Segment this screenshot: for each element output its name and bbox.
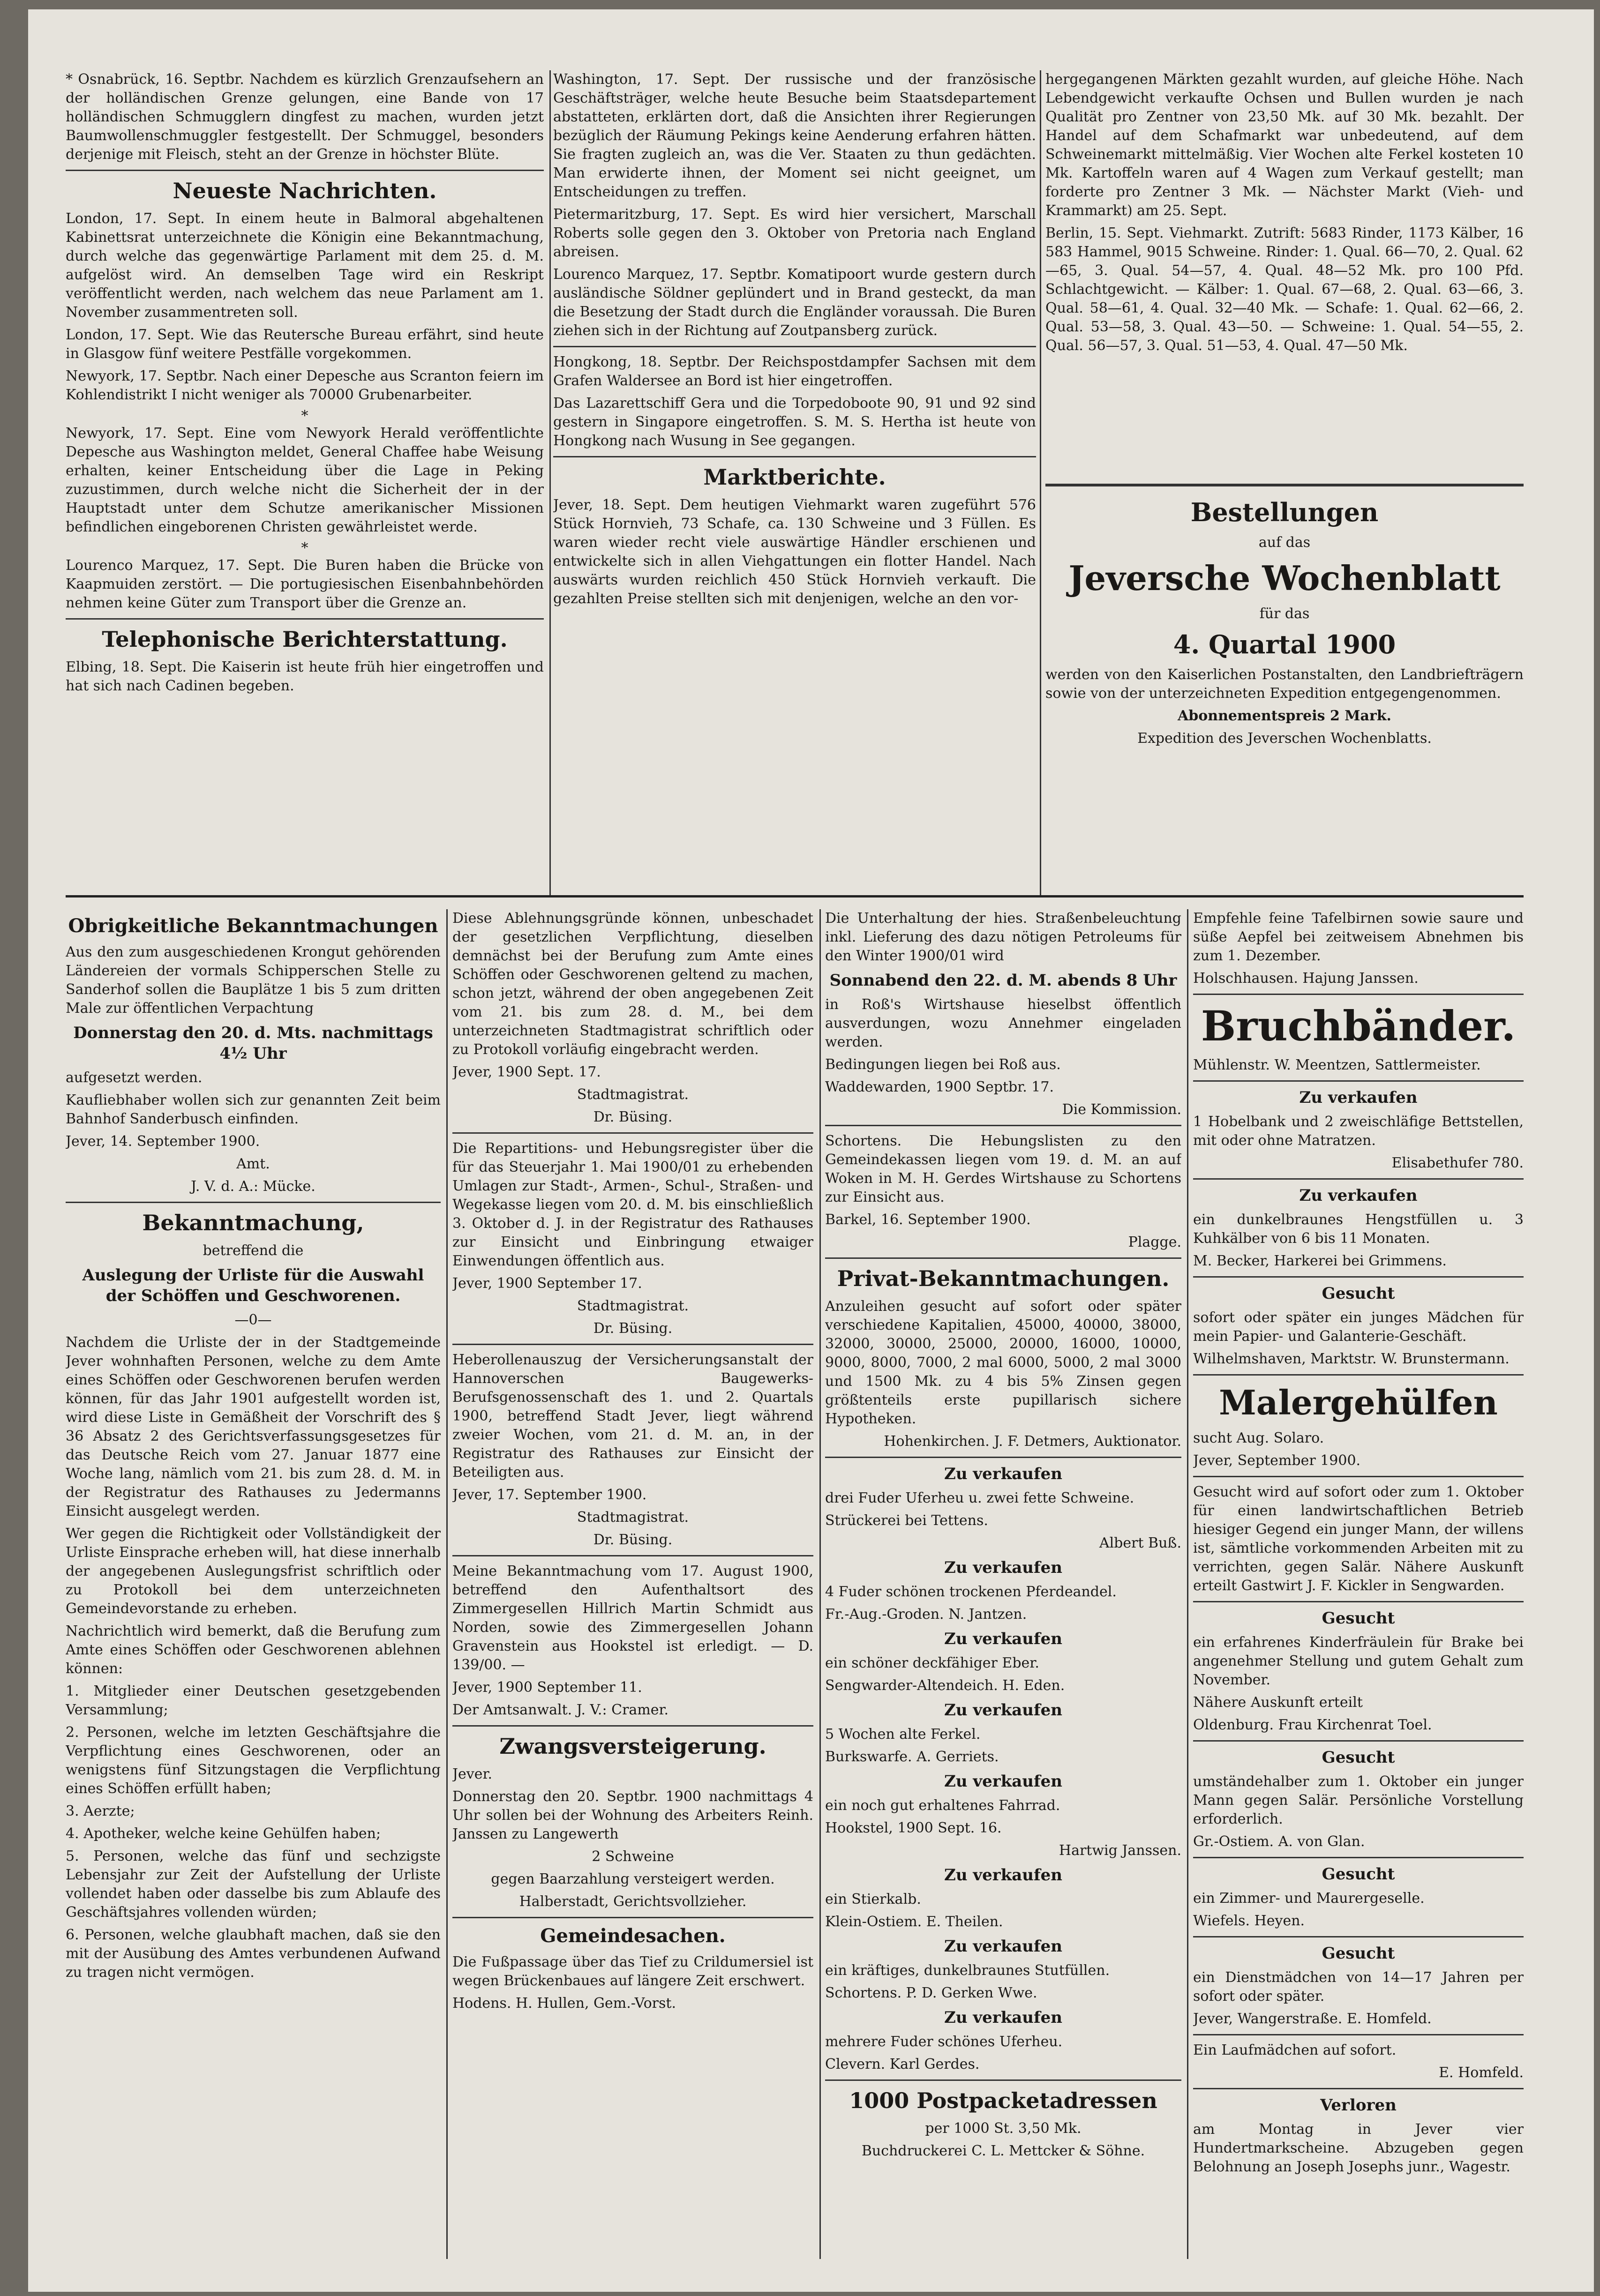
ad-heading: Zu verkaufen bbox=[944, 1937, 1062, 1956]
text-block: Burkswarfe. A. Gerriets. bbox=[825, 1749, 999, 1765]
newspaper-page bbox=[28, 9, 1594, 2292]
centered-text: Stadtmagistrat. bbox=[577, 1086, 689, 1103]
ad-heading: Zu verkaufen bbox=[944, 1465, 1062, 1483]
divider bbox=[1193, 1857, 1524, 1858]
ad-heading: Gesucht bbox=[1322, 1748, 1395, 1767]
separator-star: * bbox=[301, 408, 308, 424]
text-block: 2. Personen, welche im letzten Geschäftsjahre die Verpflichtung eines Geschworenen, oder an wenigstens fünf Sitzungstagen die Verpflichtung eines Schöffen erfüllt haben; bbox=[66, 1724, 441, 1797]
promo-price: Abonnementspreis 2 Mark. bbox=[1178, 708, 1391, 724]
centered-text: Halberstadt, Gerichtsvollzieher. bbox=[519, 1893, 747, 1910]
section-heading: Telephonische Berichterstattung. bbox=[102, 627, 508, 652]
text-block: ein Dienstmädchen von 14—17 Jahren per sofort oder später. bbox=[1193, 1969, 1524, 2004]
text-block: Holschhausen. Hajung Janssen. bbox=[1193, 970, 1419, 987]
column-divider bbox=[549, 70, 551, 895]
divider bbox=[66, 1202, 441, 1203]
divider bbox=[66, 170, 544, 171]
signature: Die Kommission. bbox=[1062, 1101, 1181, 1118]
text-block: mehrere Fuder schönes Uferheu. bbox=[825, 2034, 1063, 2050]
divider bbox=[1193, 1276, 1524, 1278]
text-block: sucht Aug. Solaro. bbox=[1193, 1430, 1324, 1446]
text-block: Schortens. Die Hebungslisten zu den Gemeindekassen liegen vom 19. d. M. an auf Woken in M. H. Gerdes Wirtshause zu Schortens zur Einsicht aus. bbox=[825, 1133, 1181, 1205]
ad-headline: Malergehülfen bbox=[1219, 1383, 1498, 1422]
centered-text: Dr. Büsing. bbox=[593, 1532, 673, 1548]
divider bbox=[1193, 1178, 1524, 1180]
divider bbox=[452, 1725, 813, 1727]
text-block: Schortens. P. D. Gerken Wwe. bbox=[825, 1985, 1037, 2001]
text-block: Barkel, 16. September 1900. bbox=[825, 1212, 1031, 1228]
text-block: sofort oder später ein junges Mädchen für mein Papier- und Galanterie-Geschäft. bbox=[1193, 1309, 1524, 1345]
text-block: Lourenco Marquez, 17. Sept. Die Buren haben die Brücke von Kaapmuiden zerstört. — Die portugiesischen Eisenbahnbehörden nehmen keine Güter zum Transport über die Grenze an. bbox=[66, 557, 544, 611]
notice-heading: Zwangsversteigerung. bbox=[499, 1734, 766, 1759]
text-block: Jever, 1900 Sept. 17. bbox=[452, 1064, 601, 1080]
text-block: Jever, 1900 September 11. bbox=[452, 1679, 642, 1696]
ad-heading: Gesucht bbox=[1322, 1284, 1395, 1303]
text-block: ein erfahrenes Kinderfräulein für Brake bei angenehmer Stellung und gutem Gehalt zum November. bbox=[1193, 1634, 1524, 1688]
text-block: 3. Aerzte; bbox=[66, 1803, 135, 1819]
ad-heading: Zu verkaufen bbox=[944, 1630, 1062, 1648]
signature: Plagge. bbox=[1128, 1234, 1181, 1250]
text-block: Hongkong, 18. Septbr. Der Reichspostdampfer Sachsen mit dem Grafen Waldersee an Bord ist hier eingetroffen. bbox=[553, 354, 1036, 389]
text-block: Jever, September 1900. bbox=[1193, 1452, 1361, 1469]
centered-text: 2 Schweine bbox=[592, 1848, 674, 1865]
ad-headline: Bruchbänder. bbox=[1201, 1002, 1516, 1050]
divider bbox=[825, 1125, 1181, 1126]
text-block: Jever, Wangerstraße. E. Homfeld. bbox=[1193, 2011, 1432, 2027]
text-block: Newyork, 17. Sept. Eine vom Newyork Herald veröffentlichte Depesche aus Washington meldet, General Chaffee habe Weisung erhalten, keiner Entscheidung über die Lage in Peking zuzustimmen, durch welche nicht die Sicherheit der in der Hauptstadt unter dem Schutze amerikanischer Missionen befindlichen eingeborenen Christen gewährleistet werde. bbox=[66, 425, 544, 535]
centered-text: gegen Baarzahlung versteigert werden. bbox=[491, 1871, 775, 1887]
text-block: M. Becker, Harkerei bei Grimmens. bbox=[1193, 1253, 1447, 1269]
text-block: umständehalber zum 1. Oktober ein junger Mann gegen Salär. Persönliche Vorstellung erforderlich. bbox=[1193, 1773, 1524, 1827]
ad-heading: Zu verkaufen bbox=[944, 1558, 1062, 1577]
centered-text: per 1000 St. 3,50 Mk. bbox=[925, 2120, 1082, 2137]
divider bbox=[1193, 2034, 1524, 2035]
text-block: ein noch gut erhaltenes Fahrrad. bbox=[825, 1797, 1060, 1814]
text-block: Die Unterhaltung der hies. Straßenbeleuchtung inkl. Lieferung des dazu nötigen Petroleums für den Winter 1900/01 wird bbox=[825, 910, 1181, 964]
text-block: Strückerei bei Tettens. bbox=[825, 1512, 988, 1529]
text-block: Pietermaritzburg, 17. Sept. Es wird hier versichert, Marschall Roberts solle gegen den 3. Oktober von Pretoria nach England abreisen. bbox=[553, 206, 1036, 260]
section-heading: Marktberichte. bbox=[703, 464, 886, 490]
text-block: Hodens. H. Hullen, Gem.-Vorst. bbox=[452, 1995, 676, 2012]
text-block: Wilhelmshaven, Marktstr. W. Brunstermann. bbox=[1193, 1351, 1510, 1367]
text-block: * Osnabrück, 16. Septbr. Nachdem es kürzlich Grenzaufsehern an der holländischen Grenze gelungen, eine Bande von 17 holländischen Schmugglern dingfest zu machen, wurden jetzt Baumwollenschmuggler festgestellt. Der Schmuggel, besonders derjenige mit Fleisch, steht an der Grenze in höchster Blüte. bbox=[66, 71, 544, 163]
text-block: Jever. bbox=[452, 1766, 493, 1782]
text-block: Nachrichtlich wird bemerkt, daß die Berufung zum Amte eines Schöffen oder Geschworenen ablehnen können: bbox=[66, 1623, 441, 1677]
emphasis-text: Auslegung der Urliste für die Auswahl der Schöffen und Geschworenen. bbox=[82, 1266, 424, 1305]
section-divider bbox=[66, 895, 1524, 897]
text-block: Ein Laufmädchen auf sofort. bbox=[1193, 2042, 1397, 2058]
text-block: 6. Personen, welche glaubhaft machen, daß sie den mit der Ausübung des Amtes verbundenen Aufwand zu tragen nicht vermögen. bbox=[66, 1927, 441, 1981]
text-block: Jever, 1900 September 17. bbox=[452, 1275, 642, 1292]
ad-heading: Zu verkaufen bbox=[944, 1866, 1062, 1885]
text-block: 5. Personen, welche das fünf und sechzigste Lebensjahr zur Zeit der Aufstellung der Urliste vollendet haben oder dasselbe bis zum Ablaufe des Geschäftsjahres vollenden würden; bbox=[66, 1848, 441, 1921]
ads-column-4 bbox=[1193, 909, 1524, 2259]
promo-text: für das bbox=[1259, 606, 1310, 622]
divider bbox=[452, 1555, 813, 1556]
text-block: Klein-Ostiem. E. Theilen. bbox=[825, 1914, 1003, 1930]
text-block: Anzuleihen gesucht auf sofort oder später verschiedene Kapitalien, 45000, 40000, 38000, 32000, 30000, 25000, 20000, 16000, 10000, 9000, 8000, 7000, 2 mal 6000, 5000, 2 mal 3000 und 1500 Mk. zu 4 bis 5% Zinsen gegen größtenteils erste pupillarisch sichere Hypotheken. bbox=[825, 1298, 1181, 1427]
subscription-promo bbox=[1045, 478, 1524, 890]
text-block: Diese Ablehnungsgründe können, unbeschadet der gesetzlichen Verpflichtung, dieselben demnächst bei der Berufung zum Amte eines Schöffen oder Geschworenen geltend zu machen, schon jetzt, während der oben angegebenen Zeit vom 21. bis zum 28. d. M., bei dem unterzeichneten Stadtmagistrat schriftlich oder zu Protokoll vorläufig eingebracht werden. bbox=[452, 910, 813, 1058]
text-block: Die Fußpassage über das Tief zu Crildumersiel ist wegen Brückenbaues auf längere Zeit erschwert. bbox=[452, 1954, 813, 1989]
text-block: Waddewarden, 1900 Septbr. 17. bbox=[825, 1079, 1054, 1095]
centered-text: Dr. Büsing. bbox=[593, 1109, 673, 1125]
news-column-2 bbox=[553, 70, 1036, 886]
ads-column-1 bbox=[66, 909, 441, 2259]
text-block: Jever, 17. September 1900. bbox=[452, 1487, 647, 1503]
notice-heading: Bekanntmachung, bbox=[142, 1210, 364, 1235]
divider bbox=[66, 618, 544, 620]
text-block: Clevern. Karl Gerdes. bbox=[825, 2056, 980, 2072]
centered-text: Amt. bbox=[236, 1156, 270, 1172]
divider bbox=[1045, 484, 1524, 486]
text-block: Meine Bekanntmachung vom 17. August 1900, betreffend den Aufenthaltsort des Zimmergesellen Hillrich Martin Schmidt aus Norden, sowie des Zimmergesellen Johann Gravenstein aus Hookstel ist erledigt. — D. 139/00. — bbox=[452, 1563, 813, 1673]
divider bbox=[1193, 1476, 1524, 1477]
text-block: Gesucht wird auf sofort oder zum 1. Oktober für einen landwirtschaftlichen Betrieb hiesiger Gegend ein junger Mann, der willens ist, sämtliche vorkommenden Arbeiten mit zu verrichten, gegen Salär. Nähere Auskunft erteilt Gastwirt J. F. Kickler in Sengwarden. bbox=[1193, 1484, 1524, 1594]
promo-expedition: Expedition des Jeverschen Wochenblatts. bbox=[1137, 730, 1432, 747]
ad-heading: Zu verkaufen bbox=[1299, 1088, 1418, 1107]
column-divider bbox=[1040, 70, 1041, 895]
notice-heading: Gemeindesachen. bbox=[540, 1925, 726, 1947]
ad-heading: Zu verkaufen bbox=[944, 1701, 1062, 1720]
text-block: 1 Hobelbank und 2 zweischläfige Bettstellen, mit oder ohne Matratzen. bbox=[1193, 1114, 1524, 1149]
notice-heading: Privat-Bekanntmachungen. bbox=[837, 1266, 1170, 1291]
text-block: Jever, 14. September 1900. bbox=[66, 1133, 260, 1150]
promo-paper-name: Jeversche Wochenblatt bbox=[1068, 558, 1501, 598]
signature: Albert Buß. bbox=[1099, 1535, 1181, 1551]
text-block: 1. Mitglieder einer Deutschen gesetzgebenden Versammlung; bbox=[66, 1683, 441, 1718]
ad-heading: Zu verkaufen bbox=[944, 1772, 1062, 1791]
text-block: Newyork, 17. Septbr. Nach einer Depesche aus Scranton feiern im Kohlendistrikt I nicht weniger als 70000 Grubenarbeiter. bbox=[66, 368, 544, 403]
divider bbox=[452, 1344, 813, 1345]
text-block: Nachdem die Urliste der in der Stadtgemeinde Jever wohnhaften Personen, welche zu dem Amte eines Schöffen oder Geschworenen berufen werden können, für das Jahr 1901 aufgestellt worden ist, wird diese Liste in Gemäßheit der Vorschrift des § 36 Absatz 2 des Gerichtsverfassungsgesetzes für das Deutsche Reich vom 27. Januar 1877 eine Woche lang, nämlich vom 21. bis zum 28. d. M. in der Registratur des Rathauses zu Jedermanns Einsicht ausgelegt werden. bbox=[66, 1334, 441, 1519]
text-block: Empfehle feine Tafelbirnen sowie saure und süße Aepfel bei zeitweisem Abnehmen bis zum 1. Dezember. bbox=[1193, 910, 1524, 964]
emphasis-text: Donnerstag den 20. d. Mts. nachmittags 4½ Uhr bbox=[73, 1024, 433, 1063]
text-block: ein kräftiges, dunkelbraunes Stutfüllen. bbox=[825, 1962, 1110, 1979]
centered-text: Dr. Büsing. bbox=[593, 1320, 673, 1337]
text-block: 4 Fuder schönen trockenen Pferdeandel. bbox=[825, 1584, 1117, 1600]
text-block: Sengwarder-Altendeich. H. Eden. bbox=[825, 1677, 1065, 1694]
divider bbox=[1193, 2088, 1524, 2089]
column-divider bbox=[819, 909, 821, 2259]
text-block: Donnerstag den 20. Septbr. 1900 nachmittags 4 Uhr sollen bei der Wohnung des Arbeiters Reinh. Janssen zu Langewerth bbox=[452, 1788, 813, 1842]
divider bbox=[452, 1132, 813, 1134]
text-block: ein schöner deckfähiger Eber. bbox=[825, 1655, 1039, 1671]
divider bbox=[1193, 994, 1524, 995]
signature: Elisabethufer 780. bbox=[1391, 1155, 1524, 1171]
text-block: Die Repartitions- und Hebungsregister über die für das Steuerjahr 1. Mai 1900/01 zu erhebenden Umlagen zur Stadt-, Armen-, Schul-, Straßen- und Wegekasse liegen vom 20. d. M. bis einschließlich 3. Oktober d. J. in der Registratur des Rathauses zur Einsicht und Einbringung etwaiger Einwendungen öffentlich aus. bbox=[452, 1140, 813, 1269]
text-block: Bedingungen liegen bei Roß aus. bbox=[825, 1056, 1061, 1073]
text-block: Wer gegen die Richtigkeit oder Vollständigkeit der Urliste Einsprache erheben will, hat diese innerhalb der angegebenen Auslegungsfrist schriftlich oder zu Protokoll bei dem unterzeichneten Gemeindevorstande zu erheben. bbox=[66, 1526, 441, 1617]
divider bbox=[825, 1257, 1181, 1259]
notice-heading: 1000 Postpacketadressen bbox=[849, 2088, 1157, 2113]
text-block: 5 Wochen alte Ferkel. bbox=[825, 1726, 981, 1743]
text-block: Washington, 17. Sept. Der russische und der französische Geschäftsträger, welche heute Besuche beim Staatsdepartement abstatteten, erklärten dort, daß die Ansichten ihrer Regierungen bezüglich der Räumung Pekings keine Aenderung erfahren hätten. Sie fragten zugleich an, was die Ver. Staaten zu thun gedächten. Man erwiderte ihnen, der Moment sei nicht geeignet, um Entscheidungen zu treffen. bbox=[553, 71, 1036, 200]
ad-heading: Gesucht bbox=[1322, 1865, 1395, 1884]
text-block: 4. Apotheker, welche keine Gehülfen haben; bbox=[66, 1825, 381, 1842]
divider bbox=[553, 346, 1036, 347]
news-column-1 bbox=[66, 70, 544, 886]
centered-text: J. V. d. A.: Mücke. bbox=[191, 1178, 315, 1195]
centered-text: —0— bbox=[234, 1312, 272, 1328]
text-block: Das Lazarettschiff Gera und die Torpedoboote 90, 91 und 92 sind gestern in Singapore eingetroffen. S. M. S. Hertha ist heute von Hongkong nach Wusung in See gegangen. bbox=[553, 395, 1036, 449]
section-heading: Obrigkeitliche Bekanntmachungen bbox=[68, 915, 438, 937]
text-block: aufgesetzt werden. bbox=[66, 1069, 203, 1086]
text-block: Der Amtsanwalt. J. V.: Cramer. bbox=[452, 1702, 669, 1718]
promo-quarter: 4. Quartal 1900 bbox=[1173, 629, 1396, 659]
signature: Hartwig Janssen. bbox=[1059, 1842, 1181, 1859]
text-block: Oldenburg. Frau Kirchenrat Toel. bbox=[1193, 1717, 1432, 1733]
text-block: Lourenco Marquez, 17. Septbr. Komatipoort wurde gestern durch ausländische Söldner geplündert und in Brand gesteckt, da man die Besetzung der Stadt durch die Engländer voraussah. Die Buren ziehen sich in der Richtung auf Zoutpansberg zurück. bbox=[553, 266, 1036, 339]
centered-text: Stadtmagistrat. bbox=[577, 1509, 689, 1526]
divider bbox=[1193, 1080, 1524, 1082]
text-block: Kaufliebhaber wollen sich zur genannten Zeit beim Bahnhof Sanderbusch einfinden. bbox=[66, 1092, 441, 1127]
text-block: Berlin, 15. Sept. Viehmarkt. Zutrift: 5683 Rinder, 1173 Kälber, 16 583 Hammel, 9015 Schweine. Rinder: 1. Qual. 66—70, 2. Qual. 62—65, 3. Qual. 54—57, 4. Qual. 48—52 Mk. pro 100 Pfd. Schlachtgewicht. — Kälber: 1. Qual. 67—68, 2. Qual. 63—66, 3. Qual. 58—61, 4. Qual. 32—40 Mk. — Schafe: 1. Qual. 62—66, 2. Qual. 53—58, 3. Qual. 43—50. — Schweine: 1. Qual. 54—55, 2. Qual. 56—57, 3. Qual. 51—53, 4. Qual. 47—50 Mk. bbox=[1045, 225, 1524, 354]
signature: Hohenkirchen. J. F. Detmers, Auktionator. bbox=[884, 1433, 1181, 1450]
ad-heading: Zu verkaufen bbox=[944, 2008, 1062, 2027]
text-block: Elbing, 18. Sept. Die Kaiserin ist heute früh hier eingetroffen und hat sich nach Cadinen begeben. bbox=[66, 659, 544, 694]
ad-heading: Gesucht bbox=[1322, 1609, 1395, 1628]
text-block: ein Stierkalb. bbox=[825, 1891, 921, 1907]
ad-heading: Gesucht bbox=[1322, 1944, 1395, 1963]
text-block: Wiefels. Heyen. bbox=[1193, 1913, 1305, 1929]
text-block: Nähere Auskunft erteilt bbox=[1193, 1694, 1363, 1711]
ads-column-3 bbox=[825, 909, 1181, 2259]
text-block: Gr.-Ostiem. A. von Glan. bbox=[1193, 1833, 1365, 1850]
emphasis-text: Sonnabend den 22. d. M. abends 8 Uhr bbox=[829, 971, 1177, 990]
divider bbox=[825, 1457, 1181, 1458]
separator-star: * bbox=[301, 540, 308, 556]
text-block: am Montag in Jever vier Hundertmarkscheine. Abzugeben gegen Belohnung an Joseph Josephs junr., Wagestr. bbox=[1193, 2121, 1524, 2175]
text-block: hergegangenen Märkten gezahlt wurden, auf gleiche Höhe. Nach Lebendgewicht verkaufte Ochsen und Bullen wurden je nach Qualität pro Zentner von 23,50 Mk. auf 30 Mk. bezahlt. Der Handel auf dem Schafmarkt war unbedeutend, auf dem Schweinemarkt mittelmäßig. Vier Wochen alte Ferkel kosteten 10 Mk. Kartoffeln waren auf 4 Wagen zum Verkauf gestellt; man forderte pro Zentner 3 Mk. — Nächster Markt (Vieh- und Krammarkt) am 25. Sept. bbox=[1045, 71, 1524, 219]
text-block: London, 17. Sept. Wie das Reutersche Bureau erfährt, sind heute in Glasgow fünf weitere Pestfälle vorgekommen. bbox=[66, 327, 544, 362]
divider bbox=[452, 1917, 813, 1918]
promo-text: auf das bbox=[1258, 534, 1311, 551]
text-block: ein Zimmer- und Maurergeselle. bbox=[1193, 1890, 1425, 1907]
text-block: Fr.-Aug.-Groden. N. Jantzen. bbox=[825, 1606, 1027, 1623]
centered-text: betreffend die bbox=[203, 1242, 304, 1259]
divider bbox=[1193, 1601, 1524, 1602]
text-block: London, 17. Sept. In einem heute in Balmoral abgehaltenen Kabinettsrat unterzeichnete die Königin eine Bekanntmachung, durch welche das gegenwärtige Parlament mit dem 25. d. M. aufgelöst wird. An demselben Tage wird ein Reskript veröffentlicht werden, nach welchem das neue Parlament am 1. November zusammentreten soll. bbox=[66, 210, 544, 321]
news-column-3 bbox=[1045, 70, 1524, 469]
divider bbox=[1193, 1374, 1524, 1376]
ad-heading: Zu verkaufen bbox=[1299, 1186, 1418, 1205]
ads-column-2 bbox=[452, 909, 813, 2259]
text-block: Aus den zum ausgeschiedenen Krongut gehörenden Ländereien der vormals Schipperschen Stelle zu Sanderhof sollen die Bauplätze 1 bis 5 zum dritten Male zur öffentlichen Verpachtung bbox=[66, 944, 441, 1017]
promo-body: werden von den Kaiserlichen Postanstalten, den Landbriefträgern sowie von der unterzeichneten Expedition entgegengenommen. bbox=[1045, 666, 1524, 702]
centered-text: Buchdruckerei C. L. Mettcker & Söhne. bbox=[861, 2143, 1145, 2159]
divider bbox=[1193, 1740, 1524, 1742]
text-block: ein dunkelbraunes Hengstfüllen u. 3 Kuhkälber von 6 bis 11 Monaten. bbox=[1193, 1212, 1524, 1247]
centered-text: Stadtmagistrat. bbox=[577, 1298, 689, 1314]
divider bbox=[1193, 1936, 1524, 1937]
column-divider bbox=[1187, 909, 1188, 2259]
ad-heading: Verloren bbox=[1320, 2096, 1397, 2115]
text-block: Hookstel, 1900 Sept. 16. bbox=[825, 1820, 1002, 1836]
text-block: Heberollenauszug der Versicherungsanstalt der Hannoverschen Baugewerks-Berufsgenossenschaft des 1. und 2. Quartals 1900, betreffend Stadt Jever, liegt während zweier Wochen, vom 21. d. M. an, in der Registratur des Rathauses zur Einsicht der Beteiligten aus. bbox=[452, 1352, 813, 1481]
text-block: Mühlenstr. W. Meentzen, Sattlermeister. bbox=[1193, 1057, 1481, 1073]
promo-title: Bestellungen bbox=[1190, 497, 1379, 527]
text-block: drei Fuder Uferheu u. zwei fette Schweine. bbox=[825, 1490, 1134, 1506]
column-divider bbox=[446, 909, 448, 2259]
divider bbox=[825, 2079, 1181, 2081]
divider bbox=[553, 456, 1036, 457]
text-block: Jever, 18. Sept. Dem heutigen Viehmarkt waren zugeführt 576 Stück Hornvieh, 73 Schafe, ca. 130 Schweine und 3 Füllen. Es waren wieder recht viele auswärtige Händler erschienen und entwickelte sich in allen Viehgattungen ein flotter Handel. Nach auswärts wurden reichlich 450 Stück Hornvieh verkauft. Die gezahlten Preise stellten sich mit denjenigen, welche an den vor- bbox=[553, 497, 1036, 607]
text-block: in Roß's Wirtshause hieselbst öffentlich ausverdungen, wozu Annehmer eingeladen werden. bbox=[825, 996, 1181, 1050]
section-heading: Neueste Nachrichten. bbox=[173, 178, 437, 203]
signature: E. Homfeld. bbox=[1439, 2064, 1524, 2081]
